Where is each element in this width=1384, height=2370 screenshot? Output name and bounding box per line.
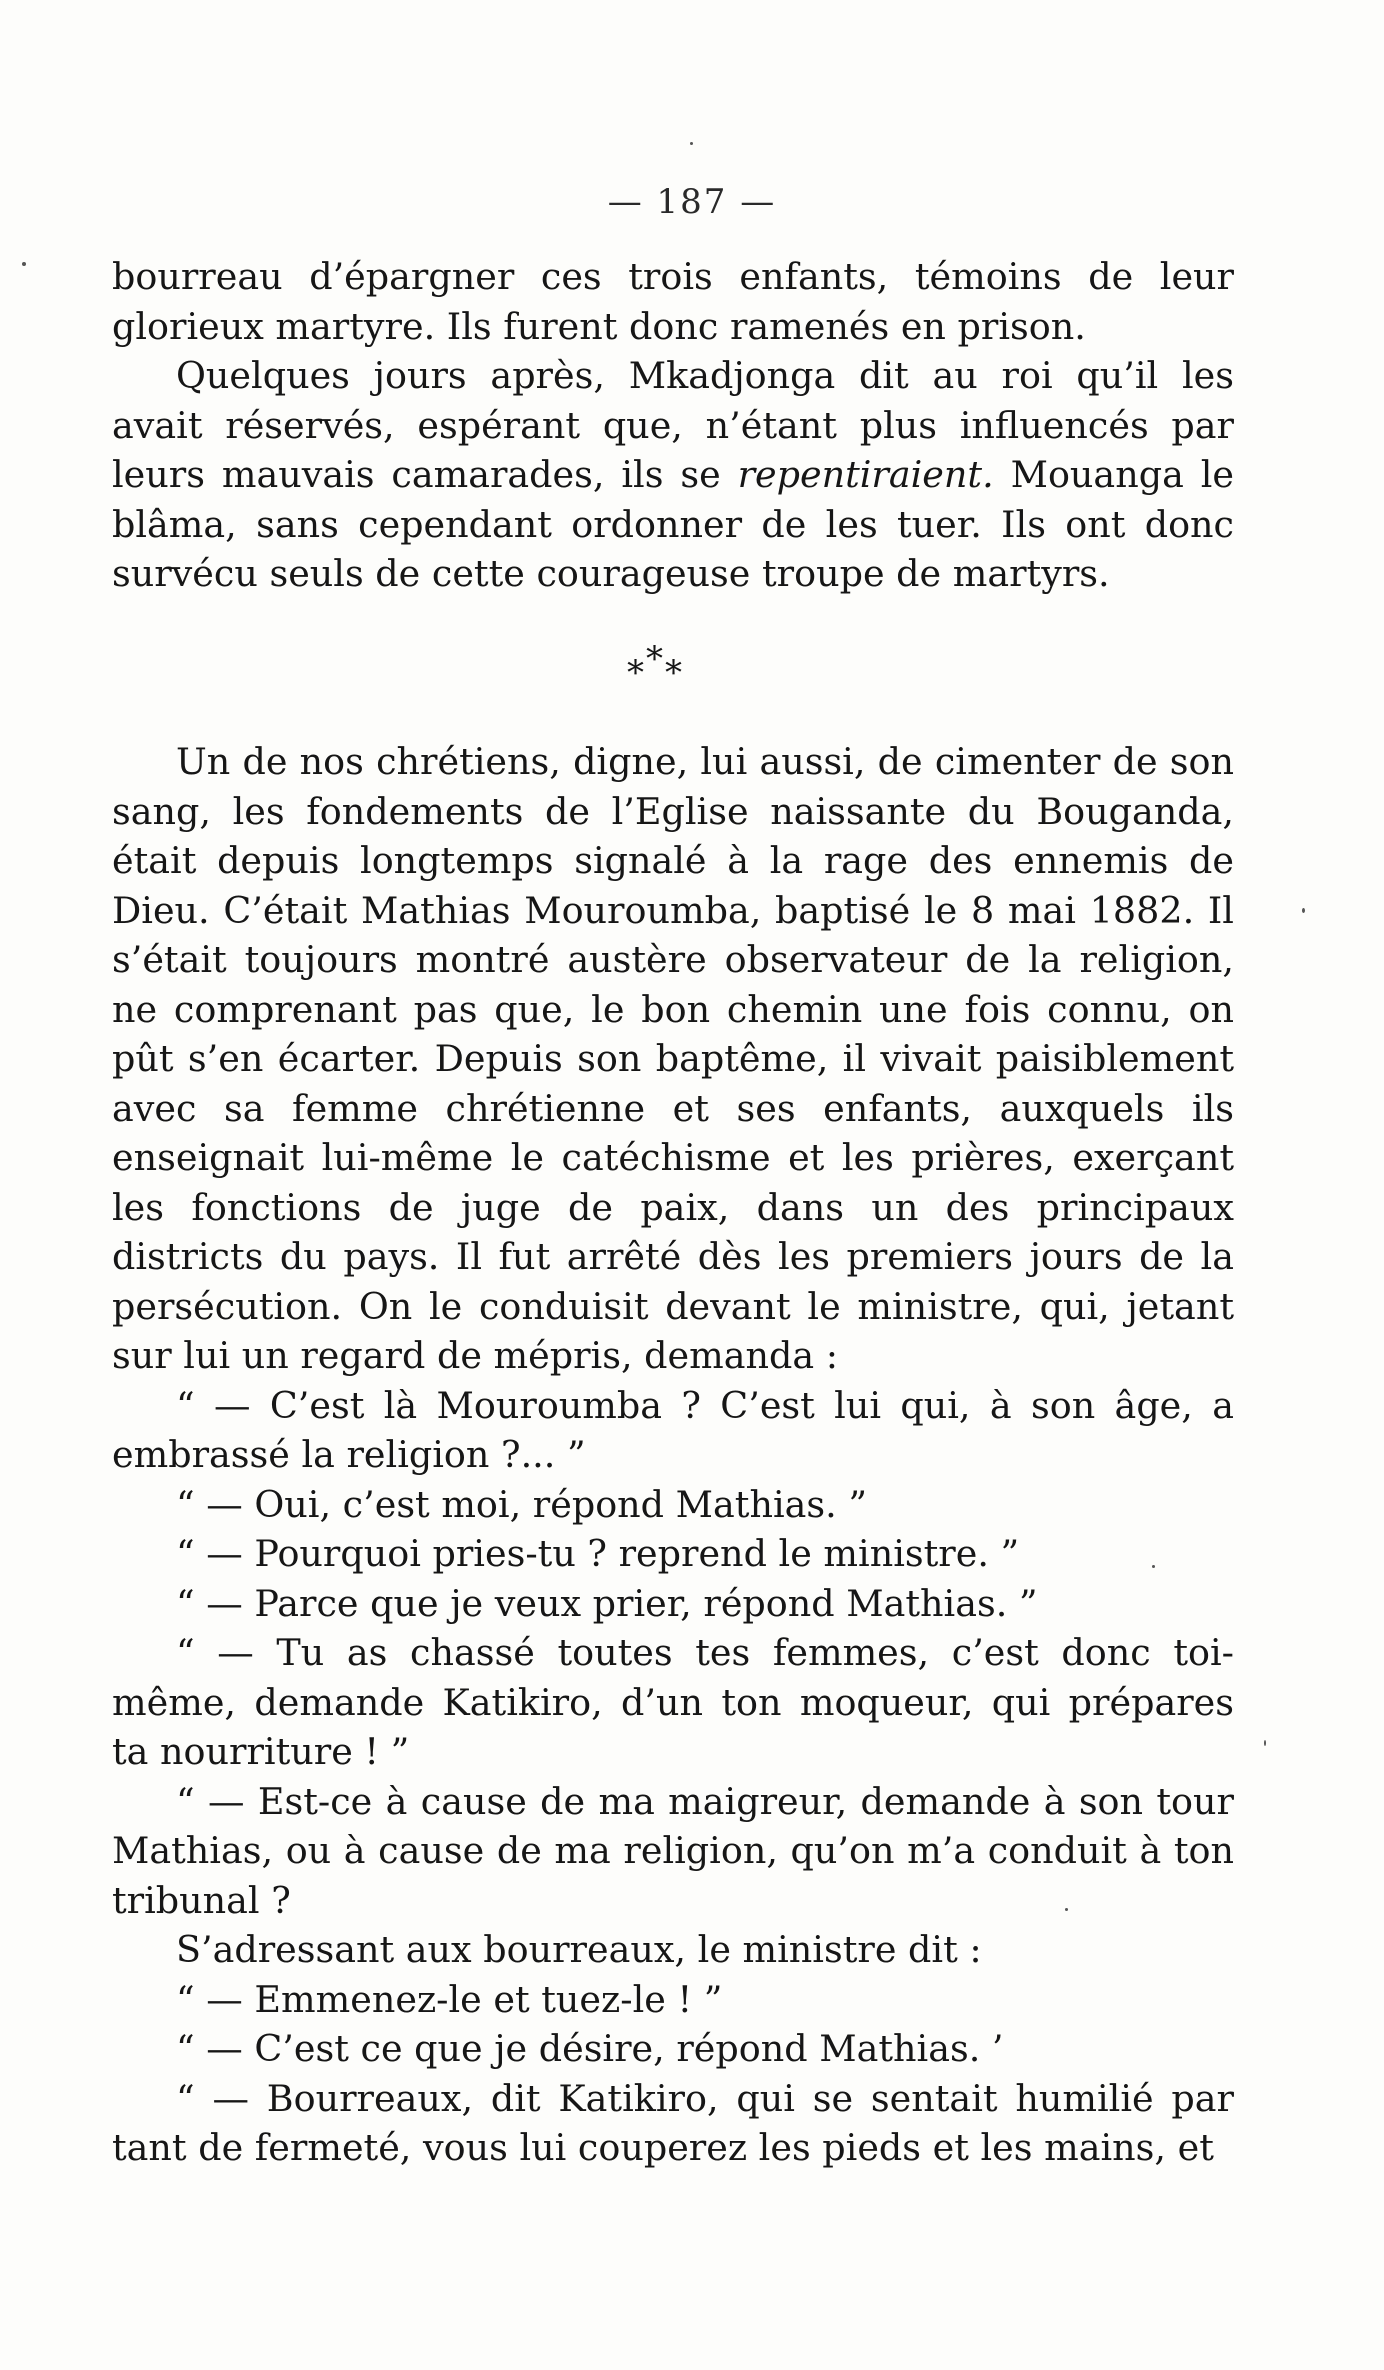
scan-speck	[690, 142, 693, 145]
dialogue-line: “ — Bourreaux, dit Katikiro, qui se sentait humilié par tant de fermeté, vous lui couperez les pieds et les mains, et	[112, 2076, 1234, 2169]
asterisk: *	[627, 653, 644, 693]
text-block-top	[112, 252, 1234, 599]
asterisk: *	[646, 639, 663, 679]
dialogue-line: “ — Emmenez-le et tuez-le ! ”	[176, 1977, 723, 2021]
scan-speck	[1302, 908, 1305, 913]
dialogue-line: “ — C’est là Mouroumba ? C’est lui qui, à son âge, a embrassé la religion ?... ”	[112, 1383, 1234, 1476]
scan-speck	[1065, 1908, 1068, 1911]
scan-speck	[1264, 1740, 1266, 1746]
dialogue-line: “ — Tu as chassé toutes tes femmes, c’est donc toi-même, demande Katikiro, d’un ton moqueur, qui prépares ta nourriture ! ”	[112, 1631, 1234, 1773]
dialogue-line: “ — C’est ce que je désire, répond Mathias. ’	[176, 2027, 1004, 2070]
paragraph-text: Quelques jours après, Mkadjonga dit au roi qu’il les avait réservés, espérant que, n’étant plus influencés par leurs mauvais camarades, ils se	[112, 354, 1234, 496]
dialogue-line: “ — Parce que je veux prier, répond Mathias. ”	[176, 1581, 1038, 1625]
page-number: — 187 —	[607, 182, 777, 222]
paragraph: S’adressant aux bourreaux, le ministre dit :	[176, 1928, 982, 1971]
text-block-bottom	[112, 737, 1234, 2173]
paragraph: bourreau d’épargner ces trois enfants, témoins de leur glorieux martyre. Ils furent donc ramenés en prison.	[112, 255, 1234, 348]
dialogue-line: “ — Pourquoi pries-tu ? reprend le ministre. ”	[176, 1532, 1020, 1575]
paragraph: Un de nos chrétiens, digne, lui aussi, de cimenter de son sang, les fondements de l’Eglise naissante du Bouganda, était depuis longtemps signalé à la rage des ennemis de Dieu. C’était Mathias Mouroumba, baptisé le 8 mai 1882. Il s’était toujours montré austère observateur de la religion, ne comprenant pas que, le bon chemin une fois connu, on pût s’en écarter. Depuis son baptême, il vivait paisiblement avec sa femme chrétienne et ses enfants, auxquels ils enseignait lui-même le catéchisme et les prières, exerçant les fonctions de juge de paix, dans un des principaux districts du pays. Il fut arrêté dès les premiers jours de la persécution. On le conduisit devant le ministre, qui, jetant sur lui un regard de mépris, demanda :	[112, 740, 1234, 1377]
italic-word: repentiraient.	[737, 453, 994, 496]
asterisk: *	[665, 653, 682, 693]
dialogue-line: “ — Oui, c’est moi, répond Mathias. ”	[176, 1482, 867, 1526]
scan-speck	[22, 262, 26, 266]
paragraph-text: Mouanga le blâma, sans cependant ordonner de les tuer. Ils ont donc survécu seuls de cette courageuse troupe de martyrs.	[112, 453, 1234, 595]
asterism-separator	[0, 640, 1384, 710]
paragraph	[112, 351, 1234, 599]
scan-speck	[1152, 1565, 1155, 1568]
dialogue-line: “ — Est-ce à cause de ma maigreur, demande à son tour Mathias, ou à cause de ma religion, qu’on m’a conduit à ton tribunal ?	[112, 1779, 1234, 1922]
